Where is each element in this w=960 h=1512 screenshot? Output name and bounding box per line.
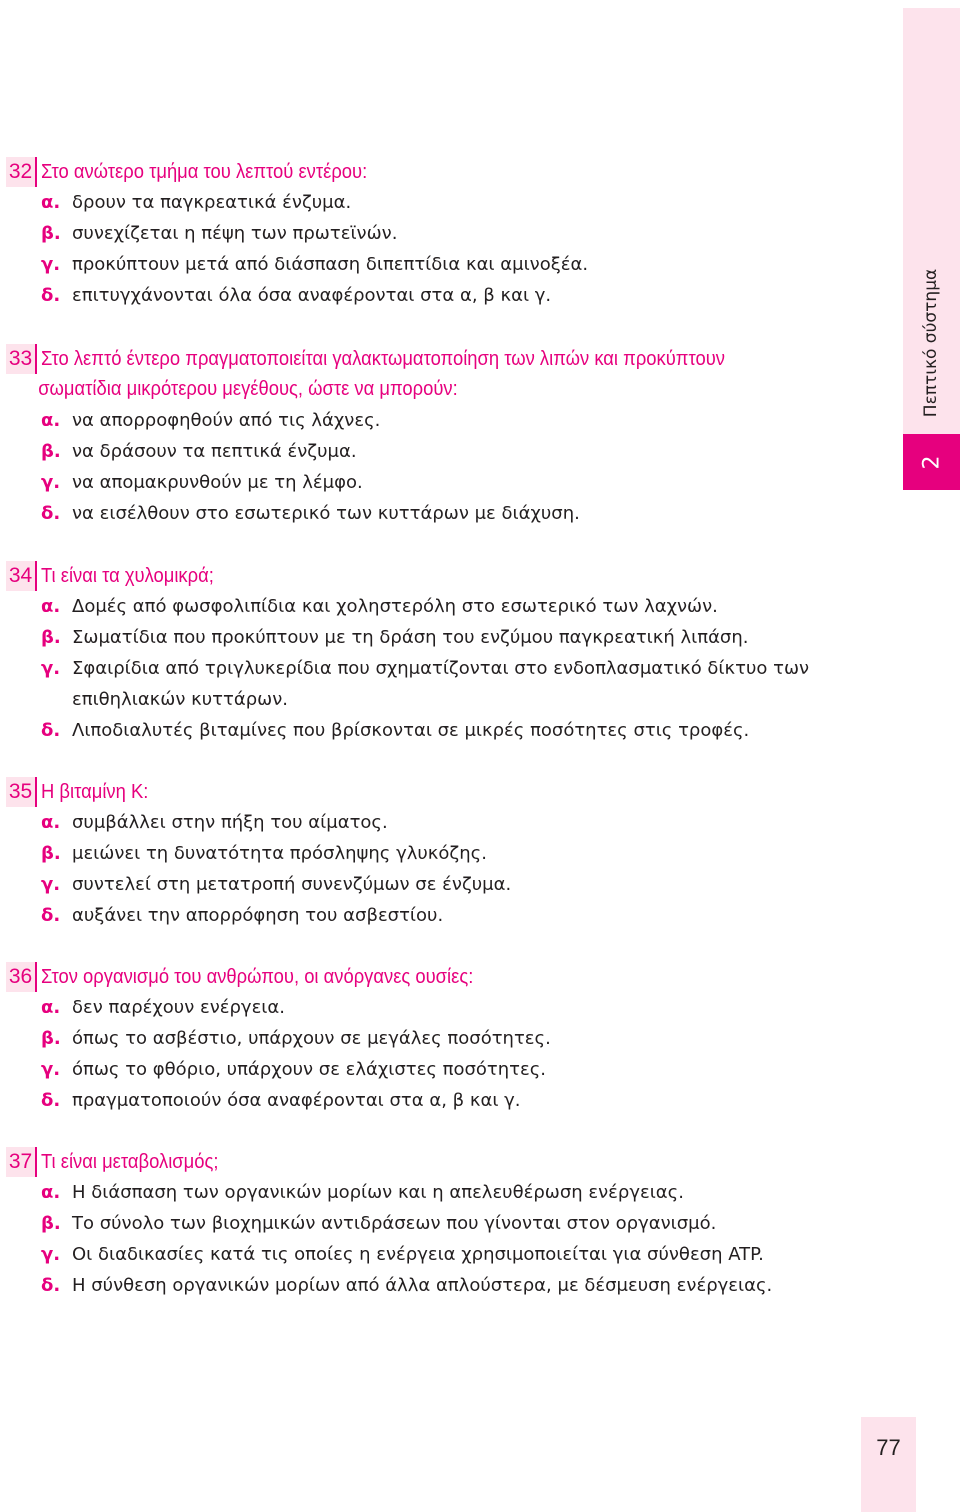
question-number: 34 [6, 561, 37, 591]
answer-option [6, 807, 886, 838]
option-text: επιτυγχάνονται όλα όσα αναφέρονται στα α, β και γ. [72, 285, 552, 306]
option-letter: δ. [41, 720, 61, 741]
answer-option [6, 187, 886, 218]
question-text: Η βιταμίνη Κ: [41, 780, 149, 803]
question-number: 35 [6, 777, 37, 807]
chapter-side-tab [903, 8, 960, 490]
question-text: Τι είναι τα χυλομικρά; [41, 564, 214, 587]
chapter-number: 2 [919, 455, 944, 469]
option-text: όπως το ασβέστιο, υπάρχουν σε μεγάλες ποσότητες. [72, 1028, 551, 1049]
option-text: Δομές από φωσφολιπίδια και χοληστερόλη στο εσωτερικό των λαχνών. [72, 596, 718, 617]
answer-option [6, 249, 886, 280]
option-letter: α. [41, 192, 61, 213]
question-37 [6, 1147, 886, 1301]
option-letter: γ. [41, 472, 61, 493]
option-letter: γ. [41, 658, 61, 679]
option-letter: δ. [41, 1275, 61, 1296]
option-text: Το σύνολο των βιοχημικών αντιδράσεων που γίνονται στον οργανισμό. [72, 1213, 717, 1234]
option-letter: α. [41, 997, 61, 1018]
option-text: μειώνει τη δυνατότητα πρόσληψης γλυκόζης. [72, 843, 487, 864]
option-letter: δ. [41, 285, 61, 306]
answer-option [6, 622, 886, 653]
option-letter: α. [41, 410, 61, 431]
option-text: να δράσουν τα πεπτικά ένζυμα. [72, 441, 357, 462]
option-letter: δ. [41, 905, 61, 926]
option-letter: β. [41, 441, 61, 462]
answer-option [6, 1054, 886, 1085]
option-letter: α. [41, 596, 61, 617]
answer-option [6, 280, 886, 311]
question-text-continued: σωματίδια μικρότερου μεγέθους, ώστε να μπορούν: [38, 378, 458, 400]
option-text: να απορροφηθούν από τις λάχνες. [72, 410, 381, 431]
option-letter: γ. [41, 1059, 61, 1080]
option-letter: β. [41, 843, 61, 864]
option-text: δεν παρέχουν ενέργεια. [72, 997, 285, 1018]
option-letter: γ. [41, 1244, 61, 1265]
answer-option [6, 218, 886, 249]
option-text: πραγματοποιούν όσα αναφέρονται στα α, β και γ. [72, 1090, 521, 1111]
option-letter: β. [41, 1028, 61, 1049]
option-text: Η διάσπαση των οργανικών μορίων και η απελευθέρωση ενέργειας. [72, 1182, 684, 1203]
question-text: Στο ανώτερο τμήμα του λεπτού εντέρου: [41, 160, 368, 183]
option-text: συνεχίζεται η πέψη των πρωτεϊνών. [72, 223, 398, 244]
page-number-box [861, 1417, 916, 1512]
option-text: προκύπτουν μετά από διάσπαση διπεπτίδια και αμινοξέα. [72, 254, 589, 275]
option-text: να εισέλθουν στο εσωτερικό των κυττάρων με διάχυση. [72, 503, 580, 524]
option-text: Οι διαδικασίες κατά τις οποίες η ενέργεια χρησιμοποιείται για σύνθεση ATP. [72, 1244, 764, 1265]
answer-option [6, 1177, 886, 1208]
answer-option [6, 591, 886, 622]
option-letter: γ. [41, 254, 61, 275]
question-text: Στο λεπτό έντερο πραγματοποιείται γαλακτωματοποίηση των λιπών και προκύπτουν [41, 347, 725, 370]
option-letter: β. [41, 1213, 61, 1234]
answer-option [6, 1270, 886, 1301]
question-34 [6, 561, 886, 746]
answer-option [6, 869, 886, 900]
option-text: να απομακρυνθούν με τη λέμφο. [72, 472, 363, 493]
answer-option [6, 838, 886, 869]
question-number: 32 [6, 157, 37, 187]
option-text: Σφαιρίδια από τριγλυκερίδια που σχηματίζονται στο ενδοπλασματικό δίκτυο των [72, 658, 810, 679]
option-text: Λιποδιαλυτές βιταμίνες που βρίσκονται σε μικρές ποσότητες στις τροφές. [72, 720, 750, 741]
question-text: Τι είναι μεταβολισμός; [41, 1150, 219, 1173]
question-number: 36 [6, 962, 37, 992]
page-number: 77 [876, 1435, 901, 1460]
answer-option [6, 653, 886, 684]
answer-option [6, 405, 886, 436]
answer-option [6, 498, 886, 529]
answer-option [6, 1023, 886, 1054]
option-text: δρουν τα παγκρεατικά ένζυμα. [72, 192, 352, 213]
option-letter: δ. [41, 1090, 61, 1111]
answer-option [6, 992, 886, 1023]
answer-option [6, 436, 886, 467]
option-letter: β. [41, 223, 61, 244]
answer-option [6, 1208, 886, 1239]
option-letter: β. [41, 627, 61, 648]
question-36 [6, 962, 886, 1116]
question-number: 37 [6, 1147, 37, 1177]
option-text: όπως το φθόριο, υπάρχουν σε ελάχιστες ποσότητες. [72, 1059, 547, 1080]
option-text: συμβάλλει στην πήξη του αίματος. [72, 812, 388, 833]
option-letter: α. [41, 1182, 61, 1203]
question-number: 33 [6, 344, 37, 374]
question-35 [6, 777, 886, 931]
answer-option [6, 900, 886, 931]
option-text: συντελεί στη μετατροπή συνενζύμων σε ένζυμα. [72, 874, 512, 895]
answer-option [6, 467, 886, 498]
option-letter: δ. [41, 503, 61, 524]
answer-option [6, 1239, 886, 1270]
option-letter: γ. [41, 874, 61, 895]
answer-option [6, 715, 886, 746]
option-text: Σωματίδια που προκύπτουν με τη δράση του ενζύμου παγκρεατική λιπάση. [72, 627, 749, 648]
answer-option [6, 1085, 886, 1116]
chapter-number-box [903, 434, 960, 490]
option-letter: α. [41, 812, 61, 833]
chapter-title: Πεπτικό σύστημα [921, 268, 941, 418]
question-33 [6, 344, 886, 529]
option-text-continued: επιθηλιακών κυττάρων. [72, 689, 288, 710]
question-text: Στον οργανισμό του ανθρώπου, οι ανόργανες ουσίες: [41, 965, 474, 988]
option-text: αυξάνει την απορρόφηση του ασβεστίου. [72, 905, 444, 926]
question-32 [6, 157, 886, 311]
option-text: Η σύνθεση οργανικών μορίων από άλλα απλούστερα, με δέσμευση ενέργειας. [72, 1275, 773, 1296]
